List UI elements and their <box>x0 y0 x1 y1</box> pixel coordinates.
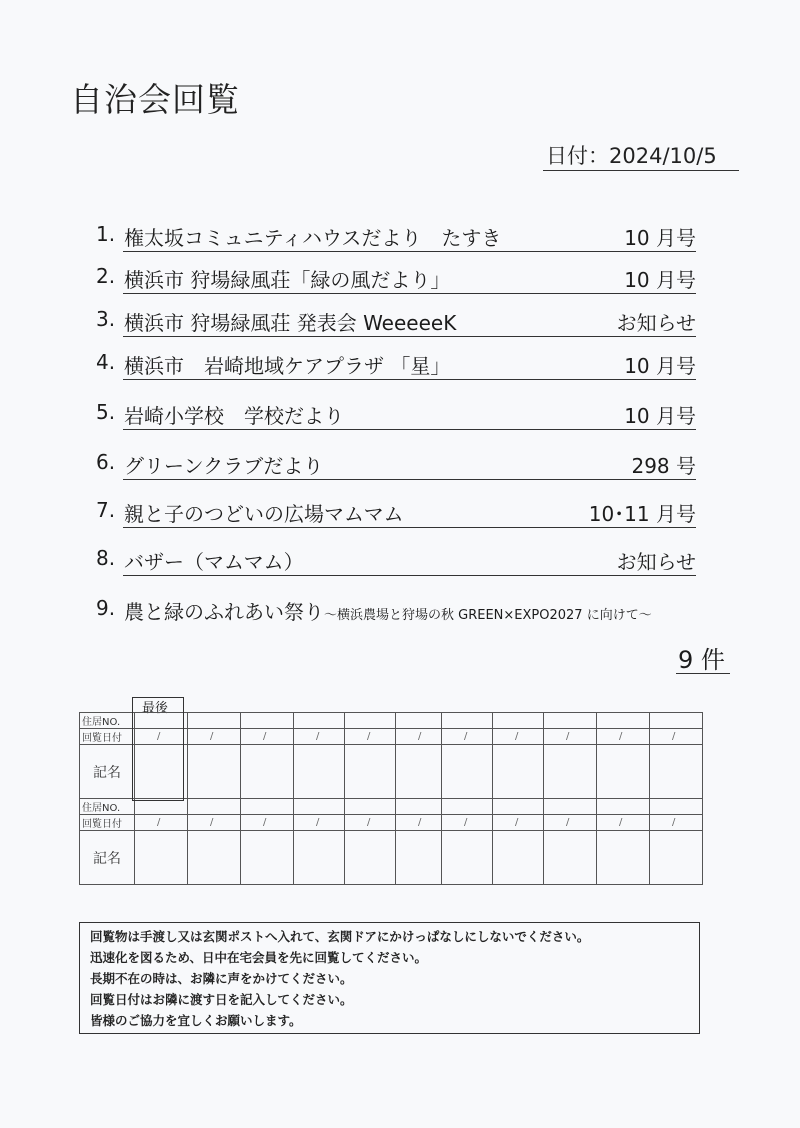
signature-cell <box>241 831 294 885</box>
signature-cell <box>241 745 294 799</box>
list-item <box>96 494 696 528</box>
item-number: 5. <box>96 400 116 424</box>
list-item <box>96 346 696 380</box>
list-item <box>96 396 696 430</box>
house-number-cell <box>345 799 396 815</box>
house-number-cell <box>345 713 396 729</box>
date-cell: / <box>241 815 294 831</box>
house-number-cell <box>241 713 294 729</box>
date-cell: / <box>396 815 442 831</box>
date-cell: / <box>597 815 650 831</box>
item-number: 8. <box>96 546 116 570</box>
row-header: 回覧日付 <box>80 815 135 831</box>
list-item <box>96 592 696 626</box>
date-cell: / <box>650 815 703 831</box>
signature-cell <box>294 831 345 885</box>
house-number-cell <box>294 713 345 729</box>
item-title-main: 農と緑のふれあい祭り <box>124 600 324 624</box>
house-number-cell <box>597 799 650 815</box>
item-issue: お知らせ <box>616 550 696 574</box>
signature-cell <box>345 745 396 799</box>
table-row <box>80 831 703 885</box>
item-number: 7. <box>96 498 116 522</box>
item-underline <box>123 429 696 430</box>
signature-cell <box>493 831 544 885</box>
item-issue: お知らせ <box>616 311 696 335</box>
date-cell: / <box>493 729 544 745</box>
date-cell: / <box>396 729 442 745</box>
item-title <box>124 596 652 625</box>
list-item <box>96 303 696 337</box>
row-header: 回覧日付 <box>80 729 135 745</box>
last-column-box <box>132 697 184 801</box>
item-issue: 10 月号 <box>624 268 696 292</box>
row-header: 住居NO. <box>80 799 135 815</box>
house-number-cell <box>396 713 442 729</box>
notice-line: 回覧日付はお隣に渡す日を記入してください。 <box>90 992 353 1007</box>
item-count: 9 件 <box>678 646 725 674</box>
list-item <box>96 542 696 576</box>
date-cell: / <box>135 815 188 831</box>
list-item <box>96 260 696 294</box>
house-number-cell <box>442 799 493 815</box>
date-cell: / <box>442 815 493 831</box>
signature-cell <box>650 745 703 799</box>
item-title: 権太坂コミュニティハウスだより たすき <box>124 226 502 250</box>
item-number: 6. <box>96 450 116 474</box>
item-underline <box>123 336 696 337</box>
date-cell: / <box>442 729 493 745</box>
page-title: 自治会回覧 <box>70 80 240 119</box>
item-number: 3. <box>96 307 116 331</box>
item-underline <box>123 379 696 380</box>
notice-box <box>79 922 700 1034</box>
signature-cell <box>597 745 650 799</box>
house-number-cell <box>188 713 241 729</box>
date-cell: / <box>544 815 597 831</box>
signature-cell <box>544 831 597 885</box>
item-number: 4. <box>96 350 116 374</box>
date-cell: / <box>241 729 294 745</box>
signature-cell <box>650 831 703 885</box>
house-number-cell <box>650 713 703 729</box>
house-number-cell <box>544 713 597 729</box>
date-cell: / <box>345 815 396 831</box>
list-item <box>96 218 696 252</box>
date-cell: / <box>188 729 241 745</box>
house-number-cell <box>188 799 241 815</box>
date-cell: / <box>493 815 544 831</box>
item-underline <box>123 293 696 294</box>
signature-cell <box>442 745 493 799</box>
date-cell: / <box>650 729 703 745</box>
item-title: 横浜市 岩崎地域ケアプラザ 「星」 <box>124 354 451 378</box>
item-title: 横浜市 狩場緑風荘 発表会 WeeeeeK <box>124 311 457 335</box>
item-title: バザー（マムマム） <box>124 550 304 574</box>
date-underline <box>543 170 739 171</box>
item-issue: 10 月号 <box>624 404 696 428</box>
notice-line: 皆様のご協力を宜しくお願いします。 <box>90 1013 302 1028</box>
house-number-cell <box>493 713 544 729</box>
item-issue: 298 号 <box>631 454 696 478</box>
item-number: 9. <box>96 596 116 620</box>
house-number-cell <box>597 713 650 729</box>
last-column-label: 最後 <box>142 701 169 716</box>
signature-cell <box>493 745 544 799</box>
row-header: 住居NO. <box>80 713 135 729</box>
table-row <box>80 815 703 831</box>
date-cell: / <box>597 729 650 745</box>
list-item <box>96 446 696 480</box>
house-number-cell <box>493 799 544 815</box>
item-title: 横浜市 狩場緑風荘「緑の風だより」 <box>124 268 451 292</box>
house-number-cell <box>241 799 294 815</box>
item-underline <box>123 479 696 480</box>
date-cell: / <box>345 729 396 745</box>
item-title: 親と子のつどいの広場マムマム <box>124 502 404 526</box>
item-underline <box>123 251 696 252</box>
date-field: 日付：2024/10/5 <box>546 144 717 168</box>
signature-cell <box>345 831 396 885</box>
item-title: グリーンクラブだより <box>124 454 324 478</box>
count-underline <box>676 673 730 674</box>
signature-cell <box>396 745 442 799</box>
notice-line: 長期不在の時は、お隣に声をかけてください。 <box>90 971 353 986</box>
house-number-cell <box>294 799 345 815</box>
house-number-cell <box>396 799 442 815</box>
signature-cell <box>294 745 345 799</box>
date-cell: / <box>135 729 188 745</box>
date-cell: / <box>294 815 345 831</box>
row-header: 記名 <box>80 831 135 885</box>
item-issue: 10 月号 <box>624 354 696 378</box>
item-number: 1. <box>96 222 116 246</box>
item-issue: 10 月号 <box>624 226 696 250</box>
signature-cell <box>188 831 241 885</box>
item-underline <box>123 575 696 576</box>
signature-cell <box>396 831 442 885</box>
house-number-cell <box>650 799 703 815</box>
item-underline <box>123 527 696 528</box>
signature-cell <box>597 831 650 885</box>
signature-cell <box>544 745 597 799</box>
date-cell: / <box>544 729 597 745</box>
signature-cell <box>135 831 188 885</box>
notice-line: 回覧物は手渡し又は玄関ポストへ入れて、玄関ドアにかけっぱなしにしないでください。 <box>90 929 590 944</box>
notice-line: 迅速化を図るため、日中在宅会員を先に回覧してください。 <box>90 950 428 965</box>
item-subtitle: ～横浜農場と狩場の秋 GREEN×EXPO2027 に向けて～ <box>324 608 652 623</box>
house-number-cell <box>544 799 597 815</box>
signature-cell <box>188 745 241 799</box>
item-number: 2. <box>96 264 116 288</box>
date-cell: / <box>188 815 241 831</box>
row-header: 記名 <box>80 745 135 799</box>
date-cell: / <box>294 729 345 745</box>
signature-cell <box>442 831 493 885</box>
item-issue: 10･11 月号 <box>588 502 696 526</box>
house-number-cell <box>442 713 493 729</box>
item-title: 岩崎小学校 学校だより <box>124 404 344 428</box>
